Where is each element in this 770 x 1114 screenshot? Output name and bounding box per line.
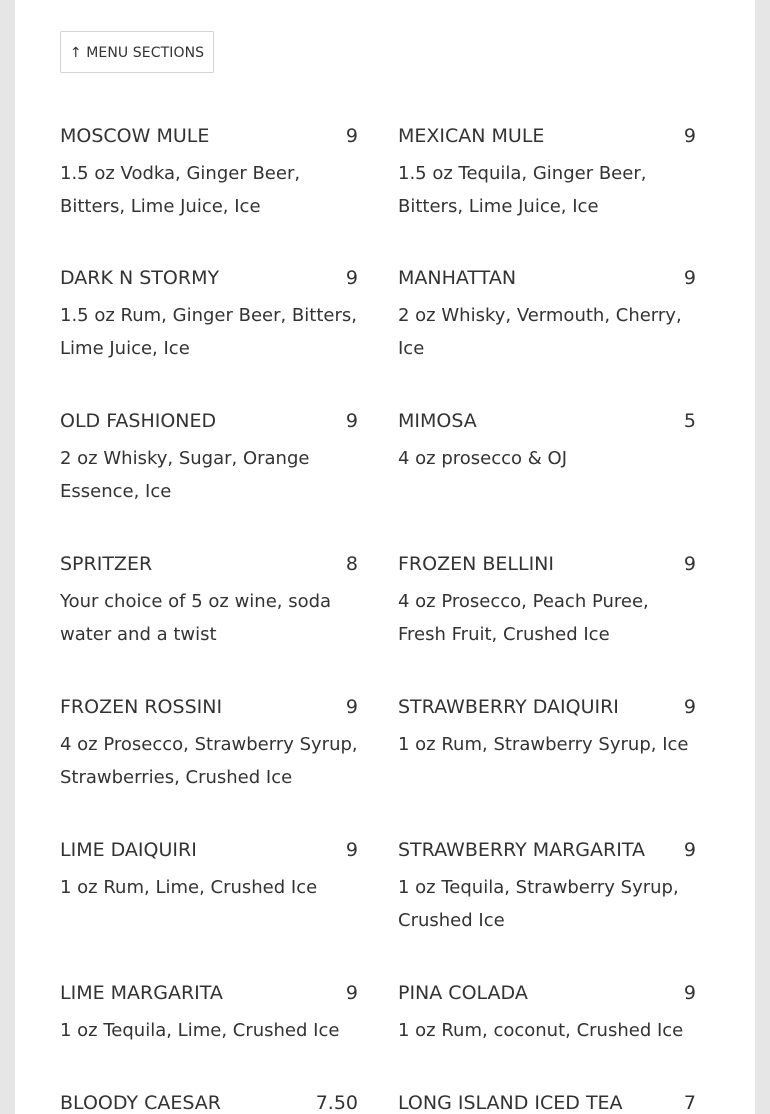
menu-item — [398, 124, 696, 223]
menu-item-description: 1 oz Rum, Lime, Crushed Ice — [60, 877, 318, 898]
menu-item-price: 9 — [345, 267, 358, 289]
menu-item — [60, 981, 358, 1047]
menu-item — [60, 552, 358, 651]
menu-item-price: 7 — [683, 1092, 696, 1114]
menu-item-price: 9 — [345, 839, 358, 861]
menu-item-name: FROZEN ROSSINI — [60, 696, 223, 718]
menu-item — [398, 409, 696, 475]
menu-item-name: MOSCOW MULE — [60, 125, 210, 147]
menu-item-name: STRAWBERRY DAIQUIRI — [398, 696, 619, 718]
menu-item-description: 1 oz Rum, coconut, Crushed Ice — [398, 1020, 684, 1041]
menu-item-description: Your choice of 5 oz wine, soda water and a twist — [60, 591, 332, 645]
menu-item — [398, 266, 696, 365]
menu-item-price: 9 — [345, 982, 358, 1004]
menu-item-price: 7.50 — [315, 1092, 358, 1114]
menu-item-name: LONG ISLAND ICED TEA — [398, 1092, 623, 1114]
menu-item — [60, 409, 358, 508]
menu-item-price: 9 — [345, 696, 358, 718]
menu-item-description: 1 oz Tequila, Strawberry Syrup, Crushed Ice — [398, 877, 679, 931]
menu-item-description: 1.5 oz Tequila, Ginger Beer, Bitters, Lime Juice, Ice — [398, 163, 647, 217]
menu-item-price: 9 — [345, 125, 358, 147]
menu-item — [398, 1091, 696, 1114]
menu-item-name: LIME MARGARITA — [60, 982, 223, 1004]
menu-item-description: 4 oz Prosecco, Strawberry Syrup, Strawberries, Crushed Ice — [60, 734, 358, 788]
menu-item-name: SPRITZER — [60, 553, 153, 575]
menu-item — [60, 124, 358, 223]
menu-item-description: 1 oz Tequila, Lime, Crushed Ice — [60, 1020, 340, 1041]
menu-item — [60, 838, 358, 904]
menu-item-description: 4 oz prosecco & OJ — [398, 448, 568, 469]
menu-item-price: 8 — [345, 553, 358, 575]
menu-sections-button[interactable]: ↑ MENU SECTIONS — [60, 31, 214, 73]
menu-page — [15, 0, 755, 1114]
menu-item-name: MANHATTAN — [398, 267, 517, 289]
menu-item-name: DARK N STORMY — [60, 267, 220, 289]
menu-item — [60, 1091, 358, 1114]
menu-item-price: 9 — [683, 839, 696, 861]
menu-item-description: 1 oz Rum, Strawberry Syrup, Ice — [398, 734, 689, 755]
menu-item-price: 9 — [683, 696, 696, 718]
menu-item-price: 9 — [683, 982, 696, 1004]
menu-item-description: 1.5 oz Vodka, Ginger Beer, Bitters, Lime Juice, Ice — [60, 163, 301, 217]
menu-item-name: MIMOSA — [398, 410, 477, 432]
menu-item-name: MEXICAN MULE — [398, 125, 545, 147]
menu-item — [398, 552, 696, 651]
menu-item-name: BLOODY CAESAR — [60, 1092, 221, 1114]
menu-item — [398, 838, 696, 937]
menu-item-description: 2 oz Whisky, Vermouth, Cherry, Ice — [398, 305, 682, 359]
menu-item — [60, 695, 358, 794]
menu-item-price: 5 — [683, 410, 696, 432]
menu-item — [398, 695, 696, 761]
menu-item-description: 1.5 oz Rum, Ginger Beer, Bitters, Lime Juice, Ice — [60, 305, 357, 359]
menu-item — [398, 981, 696, 1047]
menu-item — [60, 266, 358, 365]
menu-item-name: OLD FASHIONED — [60, 410, 217, 432]
menu-item-description: 2 oz Whisky, Sugar, Orange Essence, Ice — [60, 448, 310, 502]
menu-item-name: STRAWBERRY MARGARITA — [398, 839, 645, 861]
menu-item-name: PINA COLADA — [398, 982, 528, 1004]
menu-item-price: 9 — [683, 553, 696, 575]
menu-item-price: 9 — [345, 410, 358, 432]
menu-item-price: 9 — [683, 125, 696, 147]
menu-item-name: FROZEN BELLINI — [398, 553, 554, 575]
menu-item-name: LIME DAIQUIRI — [60, 839, 197, 861]
menu-item-price: 9 — [683, 267, 696, 289]
menu-item-description: 4 oz Prosecco, Peach Puree, Fresh Fruit, Crushed Ice — [398, 591, 649, 645]
